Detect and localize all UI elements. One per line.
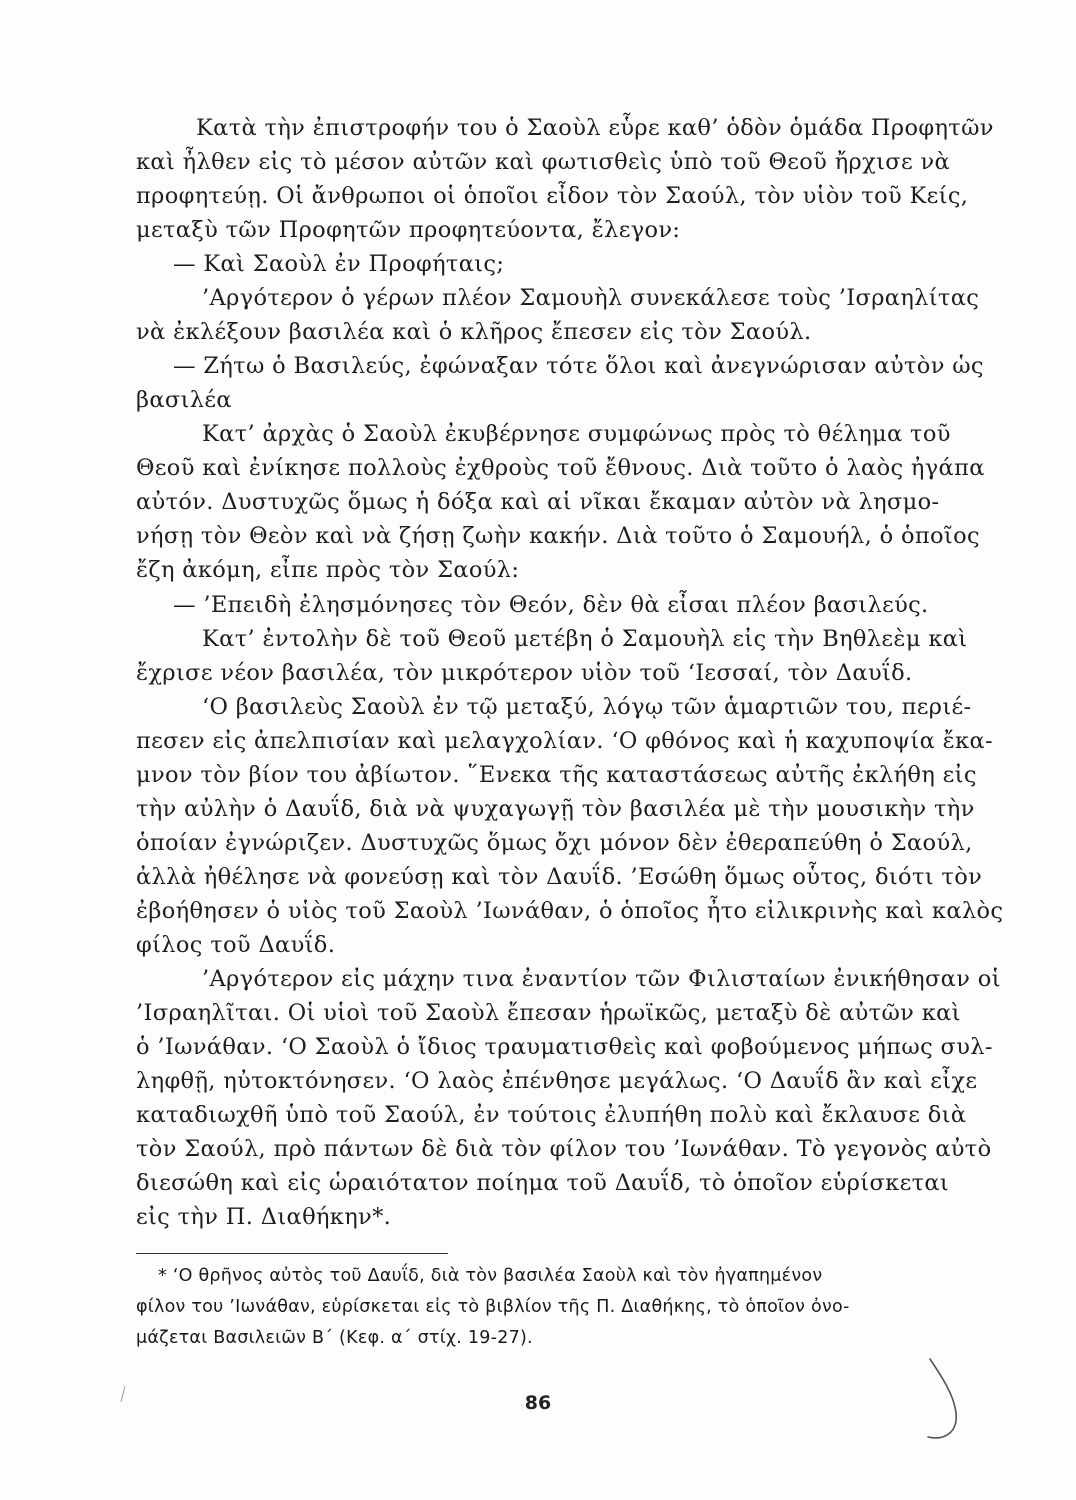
text-line: πεσεν εἰς ἀπελπισίαν καὶ μελαγχολίαν. ‘Ο φθόνος καὶ ἡ καχυποψία ἔκα- (136, 728, 993, 754)
footnote-line: φίλον του ’Ιωνάθαν, εὑρίσκεται εἰς τὸ βιβλίον τῆς Π. Διαθήκης, τὸ ὁποῖον ὀνο- (136, 1297, 850, 1317)
text-line: ἐβοήθησεν ὁ υἱὸς τοῦ Σαοὺλ ’Ιωνάθαν, ὁ ὁποῖος ἦτο εἰλικρινὴς καὶ καλὸς (136, 898, 1004, 924)
text-line: — Καὶ Σαοὺλ ἐν Προφήταις; (173, 251, 505, 277)
text-line: ’Αργότερον ὁ γέρων πλέον Σαμουὴλ συνεκάλεσε τοὺς ’Ισραηλίτας (202, 285, 980, 311)
text-line: Κατ’ ἀρχὰς ὁ Σαοὺλ ἐκυβέρνησε συμφώνως πρὸς τὸ θέλημα τοῦ (202, 421, 951, 447)
text-line: μεταξὺ τῶν Προφητῶν προφητεύοντα, ἔλεγον: (136, 217, 681, 243)
text-line: καὶ ἦλθεν εἰς τὸ μέσον αὐτῶν καὶ φωτισθεὶς ὑπὸ τοῦ Θεοῦ ἤρχισε νὰ (136, 149, 951, 175)
text-line: νήσῃ τὸν Θεὸν καὶ νὰ ζήσῃ ζωὴν κακήν. Διὰ τοῦτο ὁ Σαμουήλ, ὁ ὁποῖος (136, 523, 980, 549)
footnote-line: μάζεται Βασιλειῶν Β΄ (Κεφ. α΄ στίχ. 19-27). (136, 1328, 533, 1348)
text-line: βασιλέα (136, 387, 232, 413)
text-line: ὁποίαν ἐγνώριζεν. Δυστυχῶς ὅμως ὄχι μόνον δὲν ἐθεραπεύθη ὁ Σαούλ, (136, 830, 973, 856)
text-line: ληφθῇ, ηὐτοκτόνησεν. ‘Ο λαὸς ἐπένθησε μεγάλως. ‘Ο Δαυΐδ ἂν καὶ εἶχε (136, 1068, 978, 1094)
text-line: Θεοῦ καὶ ἐνίκησε πολλοὺς ἐχθροὺς τοῦ ἔθνους. Διὰ τοῦτο ὁ λαὸς ἠγάπα (136, 455, 985, 481)
stray-mark (116, 1384, 130, 1406)
text-line: προφητεύῃ. Οἱ ἄνθρωποι οἱ ὁποῖοι εἶδον τὸν Σαούλ, τὸν υἱὸν τοῦ Κείς, (136, 183, 969, 209)
text-line: ’Αργότερον εἰς μάχην τινα ἐναντίον τῶν Φιλισταίων ἐνικήθησαν οἱ (202, 966, 1001, 992)
text-line: φίλος τοῦ Δαυΐδ. (136, 932, 336, 958)
text-line: ἀλλὰ ἠθέλησε νὰ φονεύσῃ καὶ τὸν Δαυΐδ. ’Εσώθη ὅμως οὗτος, διότι τὸν (136, 864, 983, 890)
text-line: Κατὰ τὴν ἐπιστροφήν του ὁ Σαοὺλ εὗρε καθ’ ὁδὸν ὁμάδα Προφητῶν (196, 115, 994, 141)
text-line: μνον τὸν βίον του ἀβίωτον. ῞Ενεκα τῆς καταστάσεως αὐτῆς ἐκλήθη εἰς (136, 762, 977, 788)
footnote-line: * ‘Ο θρῆνος αὐτὸς τοῦ Δαυΐδ, διὰ τὸν βασιλέα Σαοὺλ καὶ τὸν ἠγαπημένον (158, 1266, 823, 1286)
text-line: διεσώθη καὶ εἰς ὡραιότατον ποίημα τοῦ Δαυΐδ, τὸ ὁποῖον εὑρίσκεται (136, 1170, 950, 1196)
text-line: — Ζήτω ὁ Βασιλεύς, ἐφώναξαν τότε ὅλοι καὶ ἀνεγνώρισαν αὐτὸν ὡς (173, 353, 984, 379)
text-line: Κατ’ ἐντολὴν δὲ τοῦ Θεοῦ μετέβη ὁ Σαμουὴλ εἰς τὴν Βηθλεὲμ καὶ (202, 626, 968, 652)
pen-stroke-mark (900, 1355, 970, 1445)
text-line: καταδιωχθῆ ὑπὸ τοῦ Σαούλ, ἐν τούτοις ἐλυπήθη πολὺ καὶ ἔκλαυσε διὰ (136, 1102, 967, 1128)
text-line: ’Ισραηλῖται. Οἱ υἱοὶ τοῦ Σαοὺλ ἔπεσαν ἡρωϊκῶς, μεταξὺ δὲ αὐτῶν καὶ (136, 1000, 961, 1026)
text-line: ἔζη ἀκόμη, εἶπε πρὸς τὸν Σαούλ: (136, 557, 520, 583)
footnote-separator (136, 1253, 448, 1254)
text-line: ἔχρισε νέον βασιλέα, τὸν μικρότερον υἱὸν τοῦ ‘Ιεσσαί, τὸν Δαυΐδ. (136, 660, 913, 686)
text-line: τὸν Σαούλ, πρὸ πάντων δὲ διὰ τὸν φίλον του ’Ιωνάθαν. Τὸ γεγονὸς αὐτὸ (136, 1136, 992, 1162)
text-line: — ’Επειδὴ ἐλησμόνησες τὸν Θεόν, δὲν θὰ εἶσαι πλέον βασιλεύς. (173, 592, 929, 618)
text-line: ὁ ’Ιωνάθαν. ‘Ο Σαοὺλ ὁ ἴδιος τραυματισθεὶς καὶ φοβούμενος μήπως συλ- (136, 1034, 993, 1060)
text-line: ‘Ο βασιλεὺς Σαοὺλ ἐν τῷ μεταξύ, λόγῳ τῶν ἁμαρτιῶν του, περιέ- (202, 694, 972, 720)
text-line: αὐτόν. Δυστυχῶς ὅμως ἡ δόξα καὶ αἱ νῖκαι ἔκαμαν αὐτὸν νὰ λησμο- (136, 489, 940, 515)
text-line: τὴν αὐλὴν ὁ Δαυΐδ, διὰ νὰ ψυχαγωγῇ τὸν βασιλέα μὲ τὴν μουσικὴν τὴν (136, 796, 975, 822)
text-line: νὰ ἐκλέξουν βασιλέα καὶ ὁ κλῆρος ἔπεσεν εἰς τὸν Σαούλ. (136, 319, 812, 345)
page-number: 86 (524, 1392, 552, 1414)
text-line: εἰς τὴν Π. Διαθήκην*. (136, 1204, 392, 1230)
